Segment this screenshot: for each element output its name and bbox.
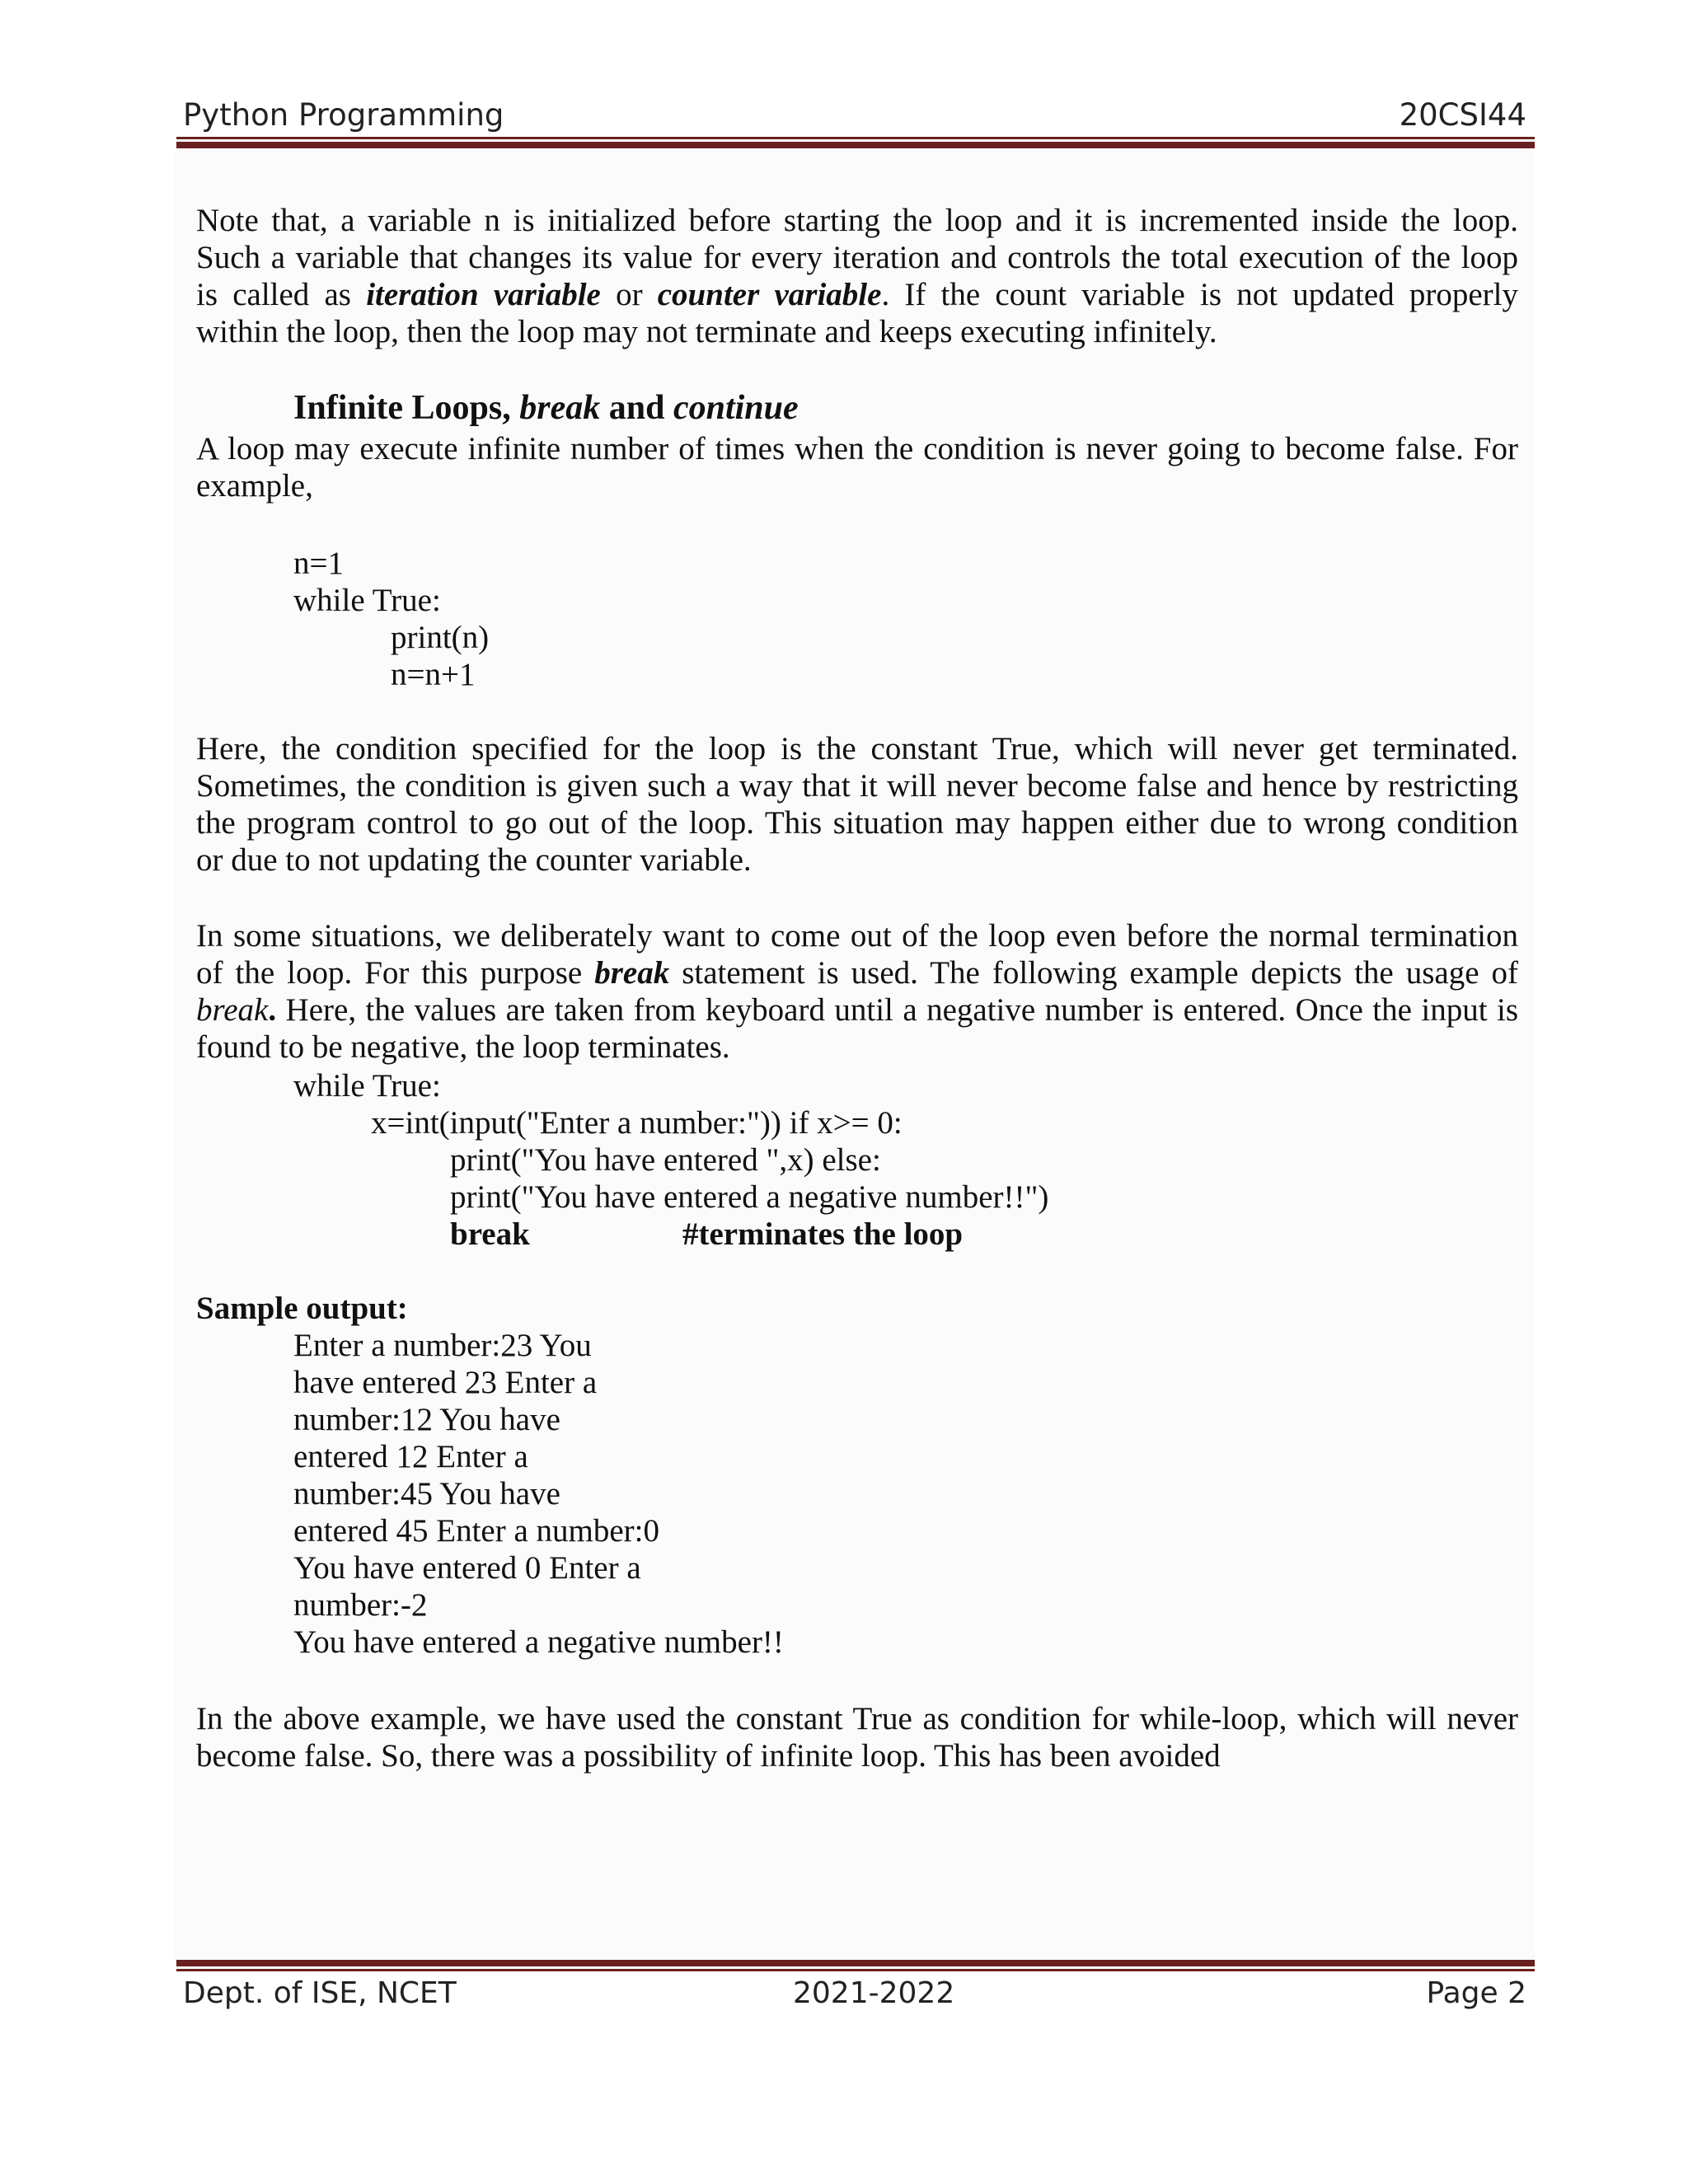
break-line: break. Here, the values are taken from keyboard until a negative number is entered. Once the input is <box>196 992 1518 1028</box>
intro-line: Note that, a variable n is initialized before starting the loop and it is incremented inside the loop. <box>196 203 1518 238</box>
header-course-code: 20CSI44 <box>1399 97 1526 133</box>
footer-year: 2021-2022 <box>793 1976 955 2010</box>
code-line: print("You have entered a negative number!!") <box>450 1179 1049 1215</box>
intro-paragraph <box>196 202 1518 350</box>
section-heading: Infinite Loops, break and continue <box>293 389 799 427</box>
code-line: print("You have entered ",x) else: <box>450 1142 881 1178</box>
sample-output-line: number:45 You have <box>293 1476 560 1511</box>
intro-line: Such a variable that changes its value for every iteration and controls the total execution of the loop <box>196 240 1518 275</box>
code-comment: #terminates the loop <box>682 1216 964 1252</box>
footer-rule-thin <box>176 1969 1535 1971</box>
sample-output-line: Enter a number:23 You <box>293 1328 592 1363</box>
footer-page-number: Page 2 <box>1426 1976 1526 2010</box>
explanation-line: the program control to go out of the loop. This situation may happen either due to wrong condition <box>196 805 1518 841</box>
explanation-line: Here, the condition specified for the loop is the constant True, which will never get terminated. <box>196 731 1518 766</box>
keyword-break: break <box>594 955 670 991</box>
sample-output-line: number:-2 <box>293 1587 428 1623</box>
sample-output-line: You have entered 0 Enter a <box>293 1550 641 1586</box>
loop-intro-paragraph <box>196 430 1518 504</box>
code-line: n=n+1 <box>391 657 476 692</box>
sample-output-line: number:12 You have <box>293 1402 560 1437</box>
code-line: print(n) <box>391 620 490 655</box>
sample-output-line: entered 12 Enter a <box>293 1439 528 1474</box>
break-line: found to be negative, the loop terminates. <box>196 1029 730 1065</box>
intro-line: within the loop, then the loop may not terminate and keeps executing infinitely. <box>196 314 1217 349</box>
code-line: x=int(input("Enter a number:")) if x>= 0: <box>371 1105 903 1141</box>
footer-department: Dept. of ISE, NCET <box>183 1976 457 2010</box>
explanation-line: Sometimes, the condition is given such a way that it will never become false and hence by restricting <box>196 768 1518 804</box>
sample-output-line: entered 45 Enter a number:0 <box>293 1513 659 1549</box>
code-line: n=1 <box>293 546 344 581</box>
sample-output-line: have entered 23 Enter a <box>293 1365 598 1400</box>
footer-rule-thick <box>176 1960 1535 1966</box>
break-line: In some situations, we deliberately want to come out of the loop even before the normal termination <box>196 918 1518 954</box>
closing-line: become false. So, there was a possibility of infinite loop. This has been avoided <box>196 1738 1221 1774</box>
break-line: of the loop. For this purpose break statement is used. The following example depicts the usage of <box>196 955 1518 991</box>
intro-line: is called as iteration variable or counter variable. If the count variable is not updated properly <box>196 277 1518 312</box>
explanation-line: or due to not updating the counter variable. <box>196 842 752 878</box>
code-line: while True: <box>293 1068 441 1104</box>
term-iteration-variable: iteration variable <box>366 277 601 312</box>
loop-intro-line: A loop may execute infinite number of times when the condition is never going to become false. For <box>196 431 1518 466</box>
closing-paragraph <box>196 1700 1518 1774</box>
header-rule-thin <box>176 137 1535 139</box>
header-rule-thick <box>176 142 1535 148</box>
keyword-break-italic: break <box>196 992 269 1028</box>
code-line: while True: <box>293 583 441 618</box>
header-course-title: Python Programming <box>183 97 504 133</box>
sample-output-label: Sample output: <box>196 1291 408 1326</box>
term-counter-variable: counter variable <box>657 277 882 312</box>
sample-output-line: You have entered a negative number!! <box>293 1624 784 1660</box>
break-paragraph <box>196 917 1518 1066</box>
closing-line: In the above example, we have used the constant True as condition for while-loop, which will never <box>196 1701 1518 1736</box>
loop-intro-line: example, <box>196 468 313 504</box>
explanation-paragraph <box>196 730 1518 879</box>
code-line-break: break <box>450 1216 530 1252</box>
